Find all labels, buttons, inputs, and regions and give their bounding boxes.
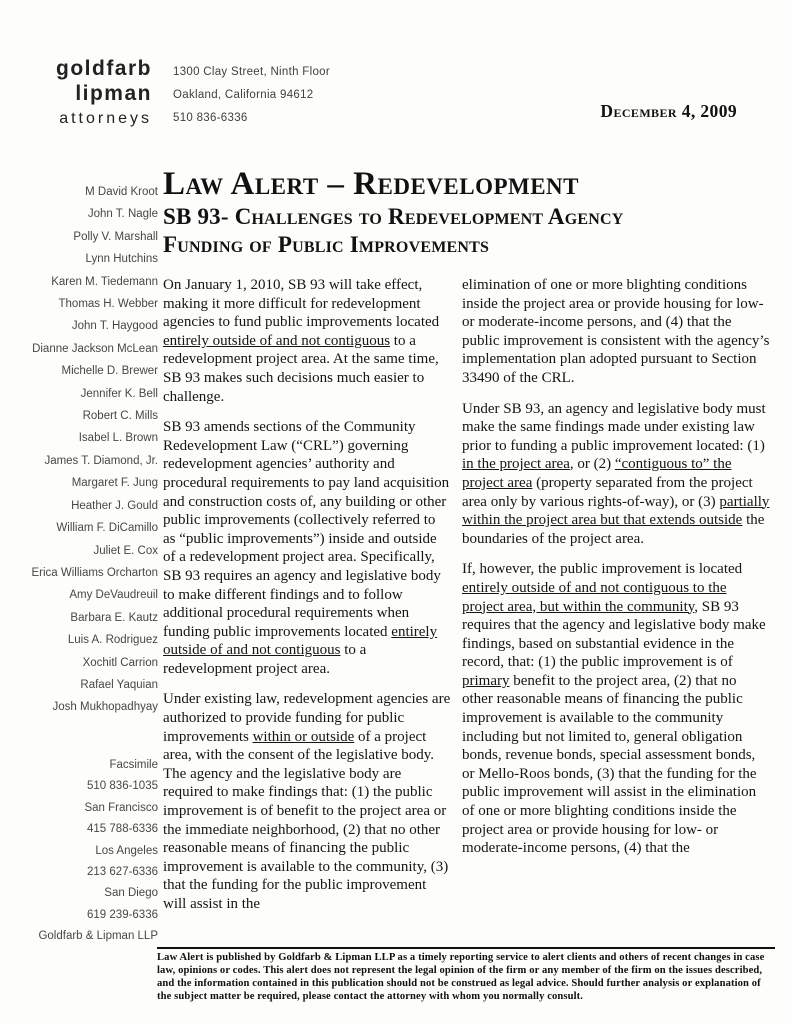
office-contact-list xyxy=(0,755,158,948)
footer-disclaimer: Law Alert is published by Goldfarb & Lipman LLP as a timely reporting service to alert clients and others of recent changes in case law, opinions or codes. This alert does not represent the legal opinion of the firm or any member of the firm on the issues described, and the information contained in this publication should not be construed as legal advice. Should further analysis or explanation of the subject matter be required, please contact the attorney with whom you normally consult. xyxy=(157,947,775,1004)
attorney-name: Thomas H. Webber xyxy=(58,298,158,311)
underlined-phrase: entirely outside of and not contiguous to the project area, but within the community xyxy=(462,579,727,615)
underlined-phrase: “contiguous to” the project area xyxy=(462,456,732,491)
firm-logo-word-attorneys: attorneys xyxy=(59,110,152,127)
attorney-name: William F. DiCamillo xyxy=(56,522,158,535)
underlined-phrase: in the project area xyxy=(462,456,570,473)
contact-line: San Francisco xyxy=(84,801,158,814)
attorney-name: Barbara E. Kautz xyxy=(70,611,158,624)
contact-line: 213 627-6336 xyxy=(87,866,158,879)
attorney-name: Michelle D. Brewer xyxy=(61,365,158,378)
attorney-name: Margaret F. Jung xyxy=(71,477,158,490)
address-line: Oakland, California 94612 xyxy=(173,89,314,101)
paragraph: Under SB 93, an agency and legislative body must make the same findings made under existing law prior to funding a public improvement located: (1) in the project area, or (2) “contiguous to” the project area (property separated from the project area only by various rights-of-way), or (3) partially within the project area but that extends outside the boundaries of the project area. xyxy=(462,400,770,547)
attorney-name: Dianne Jackson McLean xyxy=(32,342,158,355)
firm-address xyxy=(173,61,330,130)
article-column-right xyxy=(462,276,770,926)
attorney-name: Robert C. Mills xyxy=(82,410,158,423)
paragraph: elimination of one or more blighting conditions inside the project area or provide housing for low- or moderate-income persons, and (4) that the public improvement is consistent with the agency’s implementation plan adopted pursuant to Section 33490 of the CRL. xyxy=(462,277,770,386)
firm-logo xyxy=(46,56,152,132)
firm-logo-word-lipman: lipman xyxy=(75,82,152,105)
attorney-name: Rafael Yaquian xyxy=(80,678,158,691)
underlined-phrase: entirely outside of and not contiguous xyxy=(163,332,391,349)
attorney-name: Heather J. Gould xyxy=(71,499,158,512)
attorney-name: Xochitl Carrion xyxy=(82,656,158,669)
page-subtitle xyxy=(163,203,770,259)
address-line: 1300 Clay Street, Ninth Floor xyxy=(173,66,330,78)
underlined-phrase: partially within the project area but that extends outside xyxy=(462,493,770,529)
contact-line: San Diego xyxy=(104,887,158,900)
paragraph: SB 93 amends sections of the Community Redevelopment Law (“CRL”) governing redevelopment agencies’ authority and procedural requirements to pay land acquisition and construction costs of, any building or other public improvements (collectively referred to as “public improvements”) inside and outside of a redevelopment project area. Specifically, SB 93 requires an agency and legislative body to make different findings and to follow additional procedural requirements when funding public improvements located entirely outside of and not contiguous to a redevelopment project area. xyxy=(163,419,450,677)
underlined-phrase: entirely outside of and not contiguous xyxy=(163,623,438,659)
contact-line: 415 788-6336 xyxy=(87,823,158,836)
underlined-phrase: primary xyxy=(462,672,510,689)
article-column-left xyxy=(163,276,451,926)
attorney-name: Lynn Hutchins xyxy=(85,253,158,266)
document-date: December 4, 2009 xyxy=(600,101,737,121)
attorney-name: Isabel L. Brown xyxy=(78,432,158,445)
attorney-name: Luis A. Rodriguez xyxy=(67,634,158,647)
page-subtitle-line1: SB 93- Challenges to Redevelopment Agency xyxy=(163,204,624,229)
attorney-name: James T. Diamond, Jr. xyxy=(44,454,158,467)
contact-line: 510 836-1035 xyxy=(87,780,158,793)
attorney-name: Jennifer K. Bell xyxy=(80,387,158,400)
paragraph: If, however, the public improvement is located entirely outside of and not contiguous to the project area, but within the community, SB 93 requires that the agency and legislative body make findings, based on substantial evidence in the record, that: (1) the public improvement is of primary benefit to the project area, (2) that no other reasonable means of financing the public improvement is available to the community including but not limited to, general obligation bonds, revenue bonds, special assessment bonds, or Mello-Roos bonds, (3) that the funding for the public improvement will assist in the elimination of one or more blighting conditions inside the project area or provide housing for low- or moderate-income persons, (4) that the xyxy=(462,561,766,857)
page-subtitle-line2: Funding of Public Improvements xyxy=(163,232,490,257)
contact-line: 619 239-6336 xyxy=(87,908,158,921)
paragraph: Under existing law, redevelopment agencies are authorized to provide funding for public improvements within or outside of a project area, with the consent of the legislative body. The agency and the legislative body are required to make findings that: (1) the public improvement is of benefit to the project area or the immediate neighborhood, (2) that no other reasonable means of financing the public improvement is available to the community, (3) that the funding for the public improvement will assist in the xyxy=(163,691,451,912)
contact-line: Facsimile xyxy=(109,759,158,771)
attorney-name: Polly V. Marshall xyxy=(73,230,158,243)
contact-line: Goldfarb & Lipman LLP xyxy=(38,930,158,943)
attorney-name: Amy DeVaudreuil xyxy=(69,589,158,602)
attorney-name: Juliet E. Cox xyxy=(93,544,158,557)
contact-line: Los Angeles xyxy=(95,844,158,857)
article xyxy=(163,166,770,926)
attorney-list xyxy=(0,181,158,719)
attorney-name: John T. Haygood xyxy=(71,320,158,333)
paragraph: On January 1, 2010, SB 93 will take effect, making it more difficult for redevelopment agencies to fund public improvements located entirely outside of and not contiguous to a redevelopment project area. At the same time, SB 93 makes such decisions much easier to challenge. xyxy=(163,277,440,405)
article-columns xyxy=(163,276,770,926)
page-title: Law Alert – Redevelopment xyxy=(163,166,580,202)
underlined-phrase: within or outside xyxy=(252,728,355,745)
attorney-name: John T. Nagle xyxy=(87,208,158,221)
attorney-name: Erica Williams Orcharton xyxy=(31,566,158,579)
firm-logo-word-goldfarb: goldfarb xyxy=(56,57,152,80)
attorney-name: Karen M. Tiedemann xyxy=(51,275,158,288)
attorney-name: M David Kroot xyxy=(85,186,158,198)
address-line: 510 836-6336 xyxy=(173,112,248,124)
attorney-name: Josh Mukhopadhyay xyxy=(52,701,158,714)
